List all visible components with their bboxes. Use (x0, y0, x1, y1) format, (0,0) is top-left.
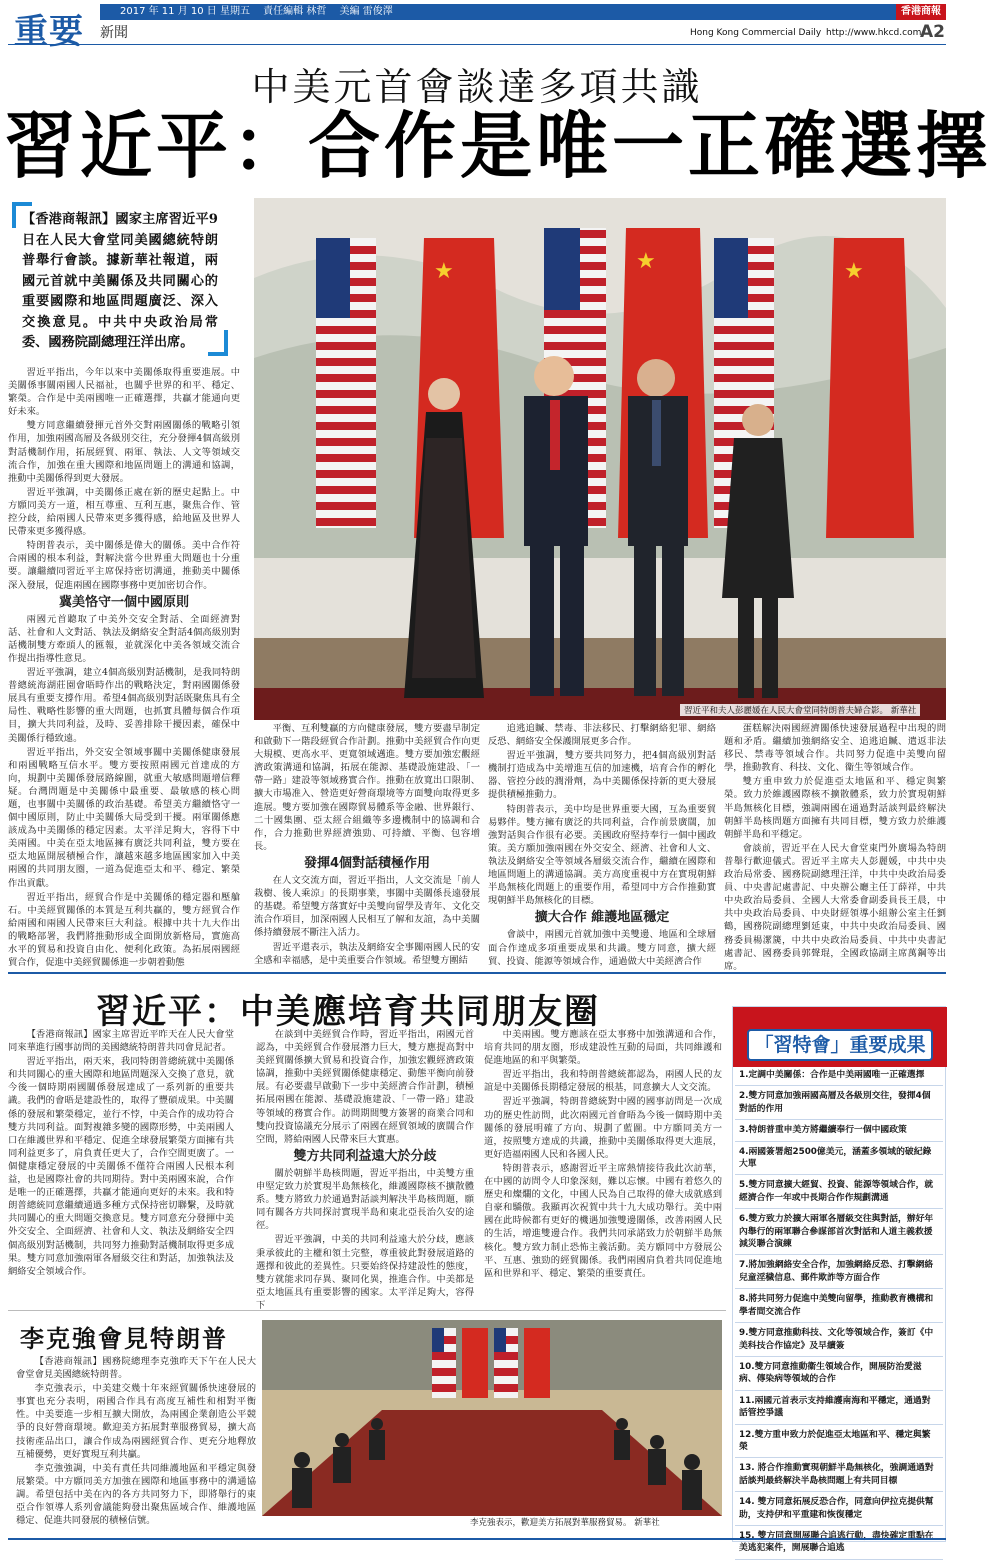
paragraph: 【香港商報訊】國家主席習近平昨天在人民大會堂同來華進行國事訪問的美國總統特朗普共同會見記者。 (8, 1029, 234, 1054)
date-text: 2017 年 11 月 10 日 星期五 (120, 6, 250, 17)
paper-url[interactable]: http://www.hkcd.com (826, 28, 922, 38)
lead-corner-bottom (208, 330, 228, 356)
article2-column-1 (8, 1028, 234, 1304)
article2-column-2 (256, 1028, 474, 1311)
subheading: 雙方共同利益遠大於分歧 (293, 1148, 437, 1164)
meeting-photo-caption: 李克強表示，歡迎美方拓展對華服務貿易。 新華社 (470, 1518, 660, 1528)
svg-text:★: ★ (844, 259, 864, 284)
svg-text:★: ★ (636, 249, 656, 274)
editor-text: 責任編輯 林哲 (263, 6, 327, 17)
section-divider (8, 972, 946, 974)
paragraph: 中美兩國。雙方應該在亞太事務中加強溝通和合作，培育共同的朋友圈，形成建設性互動的局面，共同維護和促進地區的和平與繁榮。 (484, 1029, 722, 1067)
key-results-sidebar (732, 1006, 946, 1554)
paragraph: 追逃追贓、禁毒、非法移民、打擊網絡犯罪、網絡反恐、網絡安全保護開展更多合作。 (488, 723, 716, 748)
paragraph: 兩國元首聽取了中美外交安全對話、全面經濟對話、社會和人文對話、執法及網絡安全對話4個高級別對話機制雙方牽頭人的匯報，並就深化中美各領域交流合作提出指導性意見。 (8, 613, 240, 664)
article-column-2 (254, 722, 480, 964)
designer-text: 美編 雷俊澤 (339, 6, 393, 17)
section-subtitle: 新聞 (100, 25, 128, 41)
li-keqiang-title: 李克強會見特朗普 (20, 1324, 228, 1353)
list-item: 12.雙方重申致力於促進亞太地區和平、穩定與繁榮 (735, 1425, 943, 1459)
article-column-1 (8, 366, 240, 969)
list-item: 13. 將合作推動實現朝鮮半島無核化，強調通過對話談判最終解決半島核問題上有共同目標 (735, 1458, 943, 1492)
lead-box (8, 198, 232, 358)
article-column-3 (488, 722, 716, 967)
list-item: 7.將加強網絡安全合作，加強網絡反恐、打擊網絡兒童淫穢信息、郵件欺詐等方面合作 (735, 1255, 943, 1289)
paragraph: 習近平強調，雙方要共同努力，把4個高級別對話機制打造成為中美增進互信的加速機，培育合作的孵化器、管控分歧的潤滑劑，為中美關係保持新的更大發展提供積極推動力。 (488, 750, 716, 801)
subheading: 擴大合作 維護地區穩定 (534, 910, 670, 926)
paragraph: 蛋糕解決兩國經濟關係快速發展過程中出現的問題和矛盾。繼續加強網絡安全、追逃追贓、遣返非法移民、禁毒等領域合作。共同努力促進中美雙向留學，推動教育、科技、文化、衞生等領域合作。 (724, 723, 946, 774)
paragraph: 【香港商報訊】國務院總理李克強昨天下午在人民大會堂會見美國總統特朗普。 (16, 1356, 256, 1381)
subheading: 發揮4個對話積極作用 (303, 855, 431, 871)
leaders-photo-illustration (254, 198, 946, 720)
paragraph: 習近平指出，兩天來，我同特朗普總統就中美關係和共同關心的重大國際和地區問題深入交換了意見，就今後一個時期兩國關係發展達成了一系列新的重要共識。我們的會晤是建設性的，取得了豐碩成果。中美關係的發展和繁榮穩定，並行不悖，中美合作的成功符合雙方共同利益。面對複雜多變的國際形勢，中美兩國人口在維護世界和平穩定、促進全球發展繁榮方面擁有共同利益更多了，肩負責任更大了，合作空間更廣了。一個健康穩定發展的中美關係不僅符合兩國人民根本利益，也是國際社會的共同期待。對中美兩國來說，合作是唯一的正確選擇，共贏才能通向更好的未來。我和特朗普總統同意繼續通過多種方式保持密切聯繫，及時就共同關心的重大問題交換意見。雙方同意充分發揮中美外交安全、全面經濟、社會和人文、執法及網絡安全四個高級別對話機制，共同努力推動對話機制取得更多成果。雙方同意加強兩軍各層級交往和對話，加強執法及網絡安全領域合作。 (8, 1056, 234, 1277)
paragraph: 李克強強調，中美有責任共同維護地區和平穩定與發展繁榮。中方願同美方加強在國際和地區事務中的溝通協調。希望包括中美在內的各方共同努力下，即將舉行的東亞合作領導人系列會議能夠發出聚焦區域合作、維護地區穩定、促進共同發展的積極信號。 (16, 1462, 256, 1527)
svg-text:★: ★ (434, 259, 454, 284)
date-strip (100, 4, 896, 20)
paragraph: 會談中，兩國元首就加強中美雙邊、地區和全球層面合作達成多項重要成果和共識。雙方同意，擴大經貿、投資、能源等領域合作，通過做大中美經濟合作 (488, 929, 716, 967)
paragraph: 雙方同意繼續發揮元首外交對兩國關係的戰略引領作用，加強兩國高層及各級別交往，充分發揮4個高級別對話機制作用，拓展經貿、兩軍、執法、人文等領域交流合作，加強在重大國際和地區問題上的溝通和協調，推動中美關係得到更大發展。 (8, 420, 240, 484)
list-item: 2.雙方同意加強兩國高層及各級別交往，發揮4個對話的作用 (735, 1086, 943, 1120)
list-item: 11.兩國元首表示支持維護南海和平穩定，通過對話管控爭議 (735, 1391, 943, 1425)
sidebar-title: 「習特會」重要成果 (747, 1029, 933, 1061)
list-item: 6.雙方致力於擴大兩軍各層級交往與對話，辦好年內舉行的兩軍聯合參謀部首次對話和人道主義救援減災聯合演練 (735, 1209, 943, 1255)
list-item: 3.特朗普重申美方將繼續奉行一個中國政策 (735, 1120, 943, 1141)
subheading: 冀美恪守一個中國原則 (58, 594, 189, 610)
paragraph: 在人文交流方面，習近平指出，人文交流是「前人栽樹、後人乘涼」的長期事業，事關中美關係長遠發展的基礎。希望雙方落實好中美雙向留學及青年、文化交流合作項目，加深兩國人民相互了解和友誼，為中美關係持續發展不斷注入活力。 (254, 875, 480, 939)
paragraph: 雙方重申致力於促進亞太地區和平、穩定與繁榮。致力於維護國際核不擴散體系，致力於實現朝鮮半島無核化目標，強調兩國在通過對話談判最終解決朝鮮半島核問題方面擁有共同目標，雙方致力於維護朝鮮半島和平穩定。 (724, 776, 946, 840)
paragraph: 平衡、互利雙贏的方向健康發展，雙方要盡早制定和啟動下一階段經貿合作計劃。推動中美經貿合作向更大規模、更高水平、更寬領域邁進。雙方要加強宏觀經濟政策溝通和協調，拓展在能源、基礎設施建設、「一帶一路」建設等領域務實合作。推動在放寬出口限制、擴大市場准入、營造更好營商環境等方面雙向取得更多進展。雙方要加強在國際貿易體系等金融、世界銀行、二十國集團、亞太經合組織等多邊機制中的協調和合作，合力推動世界經濟強勁、可持續、平衡、包容增長。 (254, 723, 480, 852)
sidebar-header (733, 1007, 947, 1067)
paper-name: Hong Kong Commercial Daily (690, 28, 822, 38)
paragraph: 習近平強調，特朗普總統對中國的國事訪問是一次成功的歷史性訪問，此次兩國元首會晤為今後一個時期中美關係的發展明確了方向、規劃了藍圖。中方願同美方一道，按照雙方達成的共識，推動中美關係取得更大進展，更好造福兩國人民和各國人民。 (484, 1096, 722, 1160)
paragraph: 習近平指出，外交安全領域事關中美關係健康發展和兩國戰略互信水平。雙方要按照兩國元首達成的方向，規劃中美關係發展路線圖，就重大敏感問題增信釋疑。台灣問題是中美關係中最重要、最敏感的核心問題，也事關中美關係的政治基礎。希望美方繼續恪守一個中國原則，防止中美關係大局受到干擾。兩軍關係應該成為中美關係的穩定因素。太平洋足夠大，容得下中美兩國。中美在亞太地區擁有廣泛共同利益，雙方要在亞太地區開展積極合作，讓越來越多地區國家加入中美兩國的共同朋友圈，一道為促進亞太和平、穩定、繁榮作出貢獻。 (8, 746, 240, 889)
main-photo (254, 198, 946, 720)
lead-corner-top (12, 202, 32, 228)
list-item: 5.雙方同意擴大經貿、投資、能源等領域合作，就經濟合作一年或中長期合作作規劃溝通 (735, 1175, 943, 1209)
kicker-headline: 中美元首會談達多項共識 (251, 65, 703, 109)
section-title: 重要 (14, 12, 84, 52)
list-item: 14. 雙方同意拓展反恐合作，同意向伊拉克提供幫助，支持伊和平重建和恢復穩定 (735, 1492, 943, 1526)
list-item: 8.將共同努力促進中美雙向留學，推動教育機構和學者間交流合作 (735, 1289, 943, 1323)
article2-column-3 (484, 1028, 722, 1304)
paragraph: 習近平指出，今年以來中美關係取得重要進展。中美關係事關兩國人民福祉，也關乎世界的和平、穩定、繁榮。合作是中美兩國唯一正確選擇，共贏才能通向更好未來。 (8, 367, 240, 418)
list-item: 9.雙方同意推動科技、文化等領域合作，簽訂《中美科技合作協定》及早續簽 (735, 1323, 943, 1357)
paper-logo: 香港商報 (896, 4, 946, 20)
meeting-photo-illustration (262, 1320, 722, 1516)
header-rule (8, 44, 946, 45)
paragraph: 習近平強調，中美的共同利益遠大於分歧，應該秉承彼此的主權和領土完整，尊重彼此對發展道路的選擇和彼此的差異性。只要始終保持建設性的態度，雙方就能求同存異、聚同化異，推進合作。中美都是亞太地區具有重要影響的國家。太平洋足夠大，容得下 (256, 1234, 474, 1311)
bottom-rule (8, 1538, 946, 1540)
list-item: 15. 雙方同意開展聯合追逃行動，盡快確定重點在美逃犯案件，開展聯合追逃 (735, 1526, 943, 1560)
list-item: 10.雙方同意推動衞生領域合作，開展防治愛滋病、傳染病等領域的合作 (735, 1357, 943, 1391)
lead-text: 【香港商報訊】國家主席習近平9日在人民大會堂同美國總統特朗普舉行會談。據新華社報道，兩國元首就中美關係及共同關心的重要國際和地區問題廣泛、深入交換意見。中共中央政治局常委、國務院副總理汪洋出席。 (22, 212, 218, 350)
second-headline: 習近平：中美應培育共同朋友圈 (96, 992, 600, 1032)
paragraph: 習近平指出，我和特朗普總統都認為，兩國人民的友誼是中美關係長期穩定發展的根基，同意擴大人文交流。 (484, 1069, 722, 1094)
list-item: 1.定調中美關係：合作是中美兩國唯一正確選擇 (735, 1065, 943, 1086)
paragraph: 關於朝鮮半島核問題，習近平指出，中美雙方重申堅定致力於實現半島無核化，維護國際核不擴散體系。雙方將致力於通過對話談判解決半島核問題，願同有關各方共同探討實現半島和東北亞長治久安的途徑。 (256, 1167, 474, 1232)
paragraph: 習近平強調，建立4個高級別對話機制，是我同特朗普總統海湖莊園會晤時作出的戰略決定，對兩國關係發展具有重要支撐作用。希望4個高級別對話既聚焦具有全局性、戰略性影響的重大問題，也抓實具體每個合作項目，擴大共同利益，及時、妥善排除干擾因素，確保中美關係行穩致遠。 (8, 667, 240, 744)
paragraph: 特朗普表示，感謝習近平主席熱情接待我此次訪華，在中國的訪問令人印象深刻，難以忘懷。中國有着悠久的歷史和燦爛的文化，中國人民為自己取得的偉大成就感到自豪和驕傲。我顯再次祝賀中共十九大成功舉行。美中兩國在此時候都有更好的機遇加強雙邊關係，改善兩國人民的生活，增進雙邊合作。我們共同承諾致力於朝鮮半島無核化。雙方致力制止恐怖主義活動。美方願同中方發展公平、互惠、強勁的經貿關係。我們兩國肩負着共同促進地區和世界和平、穩定、繁榮的重要責任。 (484, 1162, 722, 1279)
article-column-4 (724, 722, 946, 972)
paragraph: 特朗普表示，美中關係是偉大的關係。美中合作符合兩國的根本利益，對解決當今世界重大問題也十分重要。讓繼續同習近平主席保持密切溝通，推動美中關係深入發展，促進兩國在國際事務中更加密切合作。 (8, 540, 240, 591)
sidebar-list (735, 1065, 943, 1560)
photo-caption: 習近平和夫人彭麗媛在人民大會堂同特朗普夫婦合影。 新華社 (680, 704, 920, 716)
paragraph: 會談前，習近平在人民大會堂東門外廣場為特朗普舉行歡迎儀式。習近平主席夫人彭麗媛，中共中央政治局常委、國務院副總理汪洋，中共中央政治局委員、中央書記處書記、中央辦公廳主任丁薛祥，中共中央政治局委員、全國人大常委會副委員長王晨，中共中央政治局委員、中央財經領導小組辦公室主任劉鶴，國務院副總理劉延東，中共中央政治局委員、國務委員楊潔篪，中共中央政治局委員、中共中央書記處書記、國務委員郭聲琨，全國政協副主席萬鋼等出席。 (724, 842, 946, 972)
paragraph: 習近平指出，經貿合作是中美關係的穩定器和壓艙石。中美經貿關係的本質是互利共贏的，雙方經貿合作給兩國和兩國人民帶來巨大利益。根據中共十九大作出的戰略部署，我們將推動形成全面開放新格局，實施高水平的貿易和投資自由化、便利化政策。為拓展兩國經貿合作，促進中美經貿關係進一步朝着動態 (8, 891, 240, 969)
li-keqiang-text (16, 1355, 256, 1531)
paragraph: 習近平還表示，執法及網絡安全事關兩國人民的安全感和幸福感，是中美重要合作領域。希望雙方團結 (254, 941, 480, 966)
masthead (8, 0, 946, 52)
paragraph: 特朗普表示，美中均是世界重要大國，互為重要貿易夥伴。雙方擁有廣泛的共同利益，合作前景廣闊，加強對話與合作很有必要。美國政府堅持奉行一個中國政策。美方願加強兩國在外交安全、經濟、社會和人文、執法及網絡安全等領域各層級交流合作，繼續在國際和地區問題上的溝通協調。美方高度重視中方在實現朝鮮半島無核化問題上的重要作用，希望同中方合作推動實現朝鮮半島無核化的目標。 (488, 803, 716, 907)
page-number: A2 (920, 22, 945, 42)
us-flag (316, 238, 376, 528)
main-headline: 習近平：合作是唯一正確選擇 (4, 103, 992, 188)
list-item: 4.兩國簽署超2500億美元，涵蓋多領域的破紀錄大單 (735, 1142, 943, 1176)
paragraph: 在談到中美經貿合作時，習近平指出，兩國元首認為，中美經貿合作發展潛力巨大，雙方應提高對中美經貿關係擴大貿易和投資合作，加強宏觀經濟政策協調，推動中美經貿關係健康穩定、動態平衡向前發展。有必要盡早啟動下一步中美經濟合作計劃，積極拓展兩國在能源、基礎設施建設、「一帶一路」建設等領域的務實合作。訪問期間雙方簽署的商業合同和雙向投資協議充分展示了兩國在經貿領域的廣闊合作空間，將給兩國人民帶來巨大實惠。 (256, 1029, 474, 1145)
meeting-photo (262, 1320, 722, 1516)
paragraph: 李克強表示，中美建交幾十年來經貿關係快速發展的事實也充分表明，兩國合作具有高度互補性和相對平衡性。中美要進一步相互擴大開放，為兩國企業創造公平競爭的良好營商環境。歡迎美方拓展對華服務貿易，擴大高技術產品出口，讓合作成為兩國經貿合作、更充分地釋放互補優勢，更好實現互利共贏。 (16, 1383, 256, 1460)
paragraph: 習近平強調，中美關係正處在新的歷史起點上。中方願同美方一道，相互尊重、互利互惠，聚焦合作、管控分歧，給兩國人民帶來更多獲得感，給地區及世界人民帶來更多獲得感。 (8, 486, 240, 538)
